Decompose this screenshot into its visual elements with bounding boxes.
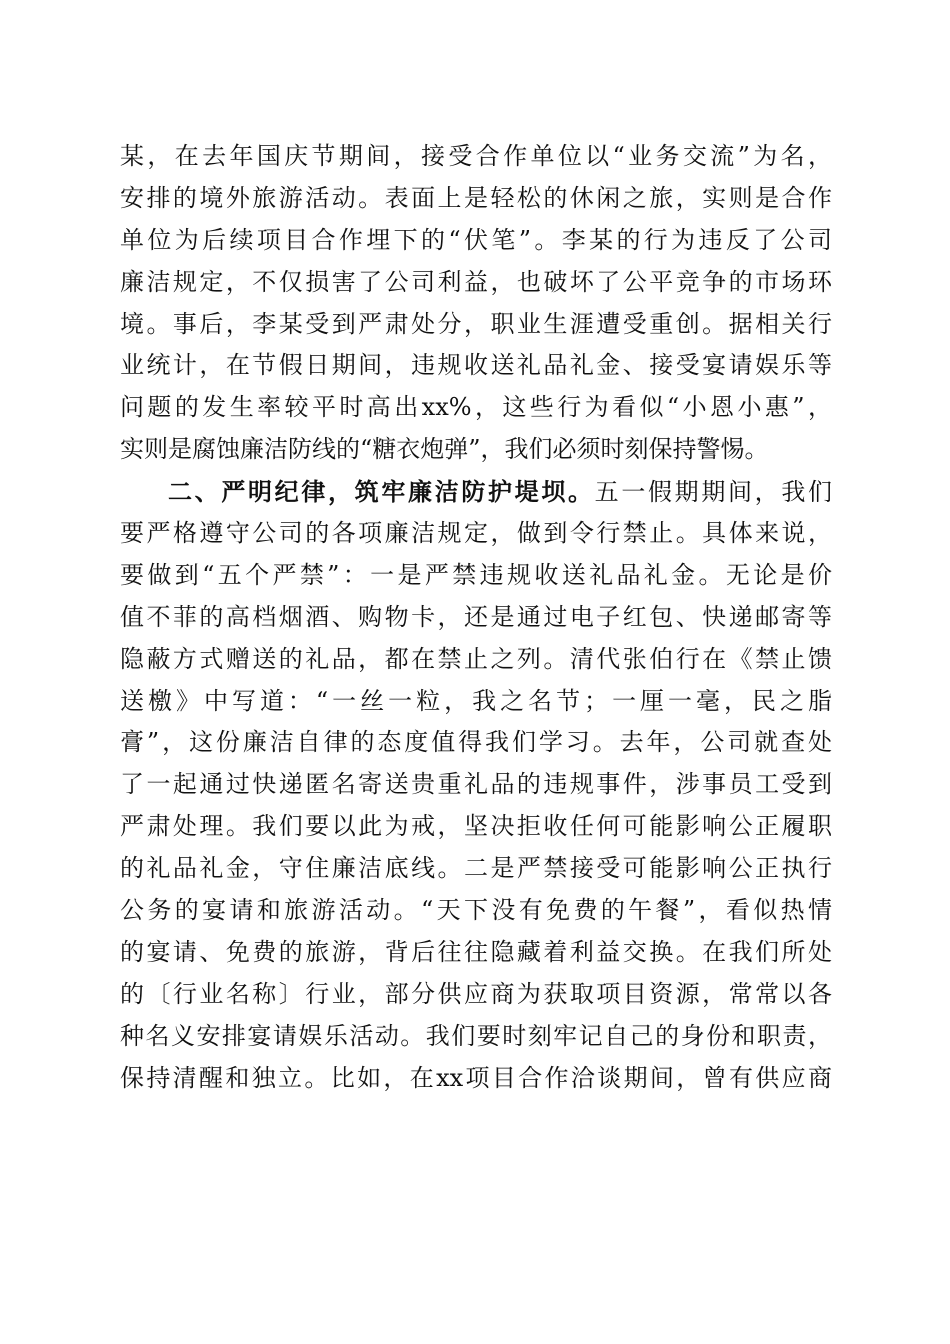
text-line: 膏”，这份廉洁自律的态度值得我们学习。去年，公司就查处 <box>120 728 832 757</box>
paragraph-2 <box>120 471 832 1099</box>
text-line: 种名义安排宴请娱乐活动。我们要时刻牢记自己的身份和职责， <box>120 1021 832 1050</box>
text-line <box>120 471 832 513</box>
text-line: 安排的境外旅游活动。表面上是轻松的休闲之旅，实则是合作 <box>120 183 832 212</box>
text-line: 境。事后，李某受到严肃处分，职业生涯遭受重创。据相关行 <box>120 309 832 338</box>
text-line: 业统计，在节假日期间，违规收送礼品礼金、接受宴请娱乐等 <box>120 351 832 380</box>
heading-line-rest: 五一假期期间，我们 <box>594 478 833 507</box>
paragraph-1 <box>120 136 832 471</box>
text-line: 隐蔽方式赠送的礼品，都在禁止之列。清代张伯行在《禁止馈 <box>120 644 832 673</box>
text-line: 的礼品礼金，守住廉洁底线。二是严禁接受可能影响公正执行 <box>120 854 832 883</box>
text-line: 严肃处理。我们要以此为戒，坚决拒收任何可能影响公正履职 <box>120 812 832 841</box>
text-line: 要做到“五个严禁”：一是严禁违规收送礼品礼金。无论是价 <box>120 560 832 589</box>
text-line: 廉洁规定，不仅损害了公司利益，也破坏了公平竞争的市场环 <box>120 267 832 296</box>
text-line: 单位为后续项目合作埋下的“伏笔”。李某的行为违反了公司 <box>120 225 832 254</box>
text-line: 实则是腐蚀廉洁防线的“糖衣炮弹”，我们必须时刻保持警惕。 <box>120 435 769 464</box>
text-line: 公务的宴请和旅游活动。“天下没有免费的午餐”，看似热情 <box>120 896 832 925</box>
text-line: 了一起通过快递匿名寄送贵重礼品的违规事件，涉事员工受到 <box>120 770 832 799</box>
text-line: 的〔行业名称〕行业，部分供应商为获取项目资源，常常以各 <box>120 979 832 1008</box>
text-line: 的宴请、免费的旅游，背后往往隐藏着利益交换。在我们所处 <box>120 937 832 966</box>
section-heading: 二、严明纪律，筑牢廉洁防护堤坝。 <box>168 477 595 507</box>
text-line: 问题的发生率较平时高出xx%，这些行为看似“小恩小惠”， <box>120 393 832 422</box>
text-line: 保持清醒和独立。比如，在xx项目合作洽谈期间，曾有供应商 <box>120 1063 832 1092</box>
text-line: 要严格遵守公司的各项廉洁规定，做到令行禁止。具体来说， <box>120 519 832 548</box>
text-line: 某，在去年国庆节期间，接受合作单位以“业务交流”为名， <box>120 142 832 170</box>
text-line: 值不菲的高档烟酒、购物卡，还是通过电子红包、快递邮寄等 <box>120 602 832 631</box>
text-line: 送檄》中写道：“一丝一粒，我之名节；一厘一毫，民之脂 <box>120 686 832 715</box>
body-text <box>120 136 832 1099</box>
